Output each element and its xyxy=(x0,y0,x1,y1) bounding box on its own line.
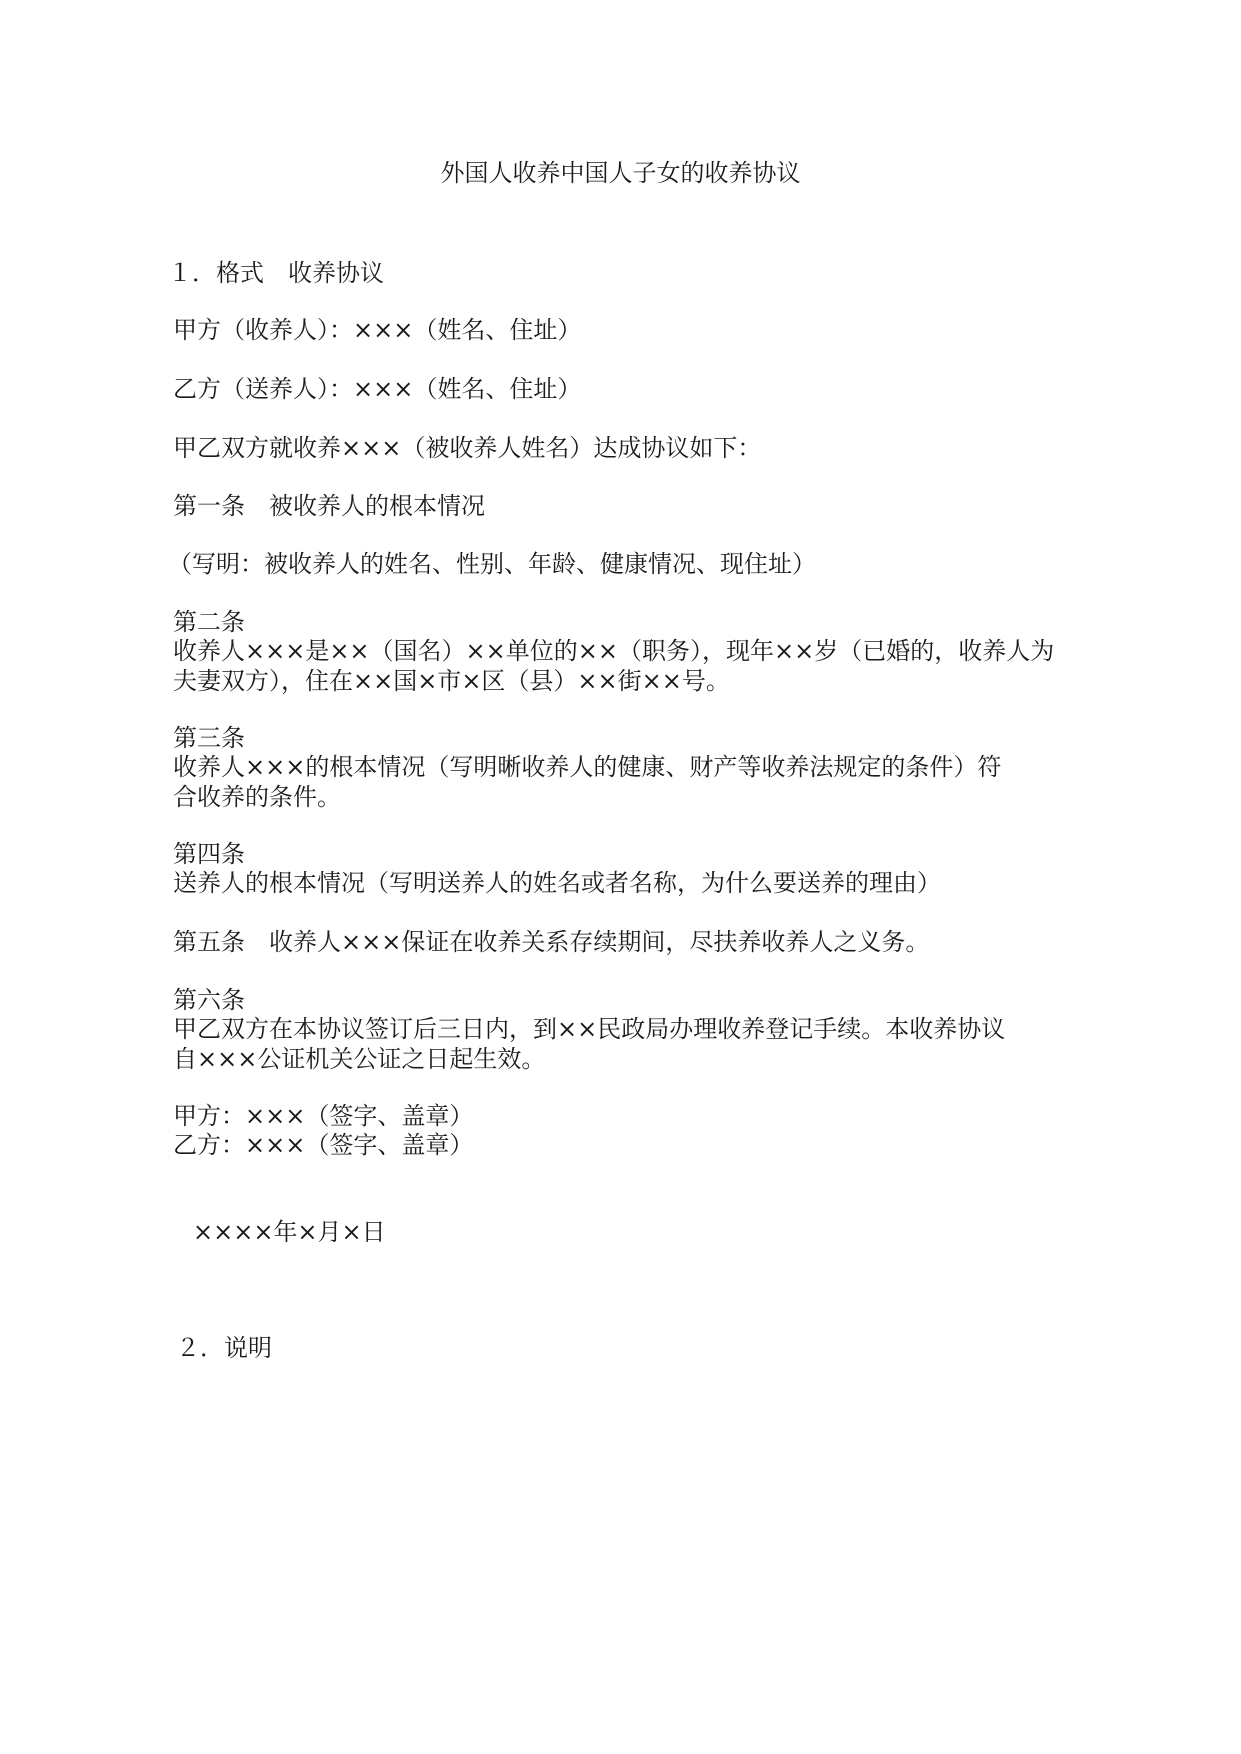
article4-heading: 第四条 xyxy=(173,840,245,868)
document-title: 外国人收养中国人子女的收养协议 xyxy=(440,159,801,187)
article2-line: 收养人×××是××（国名）××单位的××（职务），现年××岁（已婚的，收养人为 xyxy=(173,637,1055,665)
article5-heading: 第五条 收养人×××保证在收养关系存续期间，尽扶养收养人之义务。 xyxy=(173,928,930,956)
article6-line: 甲乙双方在本协议签订后三日内，到××民政局办理收养登记手续。本收养协议 xyxy=(173,1015,1006,1043)
date-line: ××××年×月×日 xyxy=(193,1218,386,1246)
agreement-intro: 甲乙双方就收养×××（被收养人姓名）达成协议如下： xyxy=(173,434,762,462)
article1-body: （写明：被收养人的姓名、性别、年龄、健康情况、现住址） xyxy=(168,550,816,578)
article1-heading: 第一条 被收养人的根本情况 xyxy=(173,492,485,520)
section1-heading: １．格式 收养协议 xyxy=(168,259,384,287)
section2-heading: ２．说明 xyxy=(176,1334,272,1362)
article4-line: 送养人的根本情况（写明送养人的姓名或者名称，为什么要送养的理由） xyxy=(173,869,941,897)
signature-party-b: 乙方：×××（签字、盖章） xyxy=(173,1131,474,1159)
article3-line: 收养人×××的根本情况（写明晰收养人的健康、财产等收养法规定的条件）符 xyxy=(173,753,1002,781)
article6-heading: 第六条 xyxy=(173,986,245,1014)
party-b-line: 乙方（送养人）：×××（姓名、住址） xyxy=(173,375,582,403)
article6-line: 自×××公证机关公证之日起生效。 xyxy=(173,1045,546,1073)
article3-line: 合收养的条件。 xyxy=(173,783,341,811)
party-a-line: 甲方（收养人）：×××（姓名、住址） xyxy=(173,316,582,344)
signature-party-a: 甲方：×××（签字、盖章） xyxy=(173,1102,474,1130)
article3-heading: 第三条 xyxy=(173,724,245,752)
article2-heading: 第二条 xyxy=(173,608,245,636)
article2-line: 夫妻双方），住在××国×市×区（县）××街××号。 xyxy=(173,667,730,695)
